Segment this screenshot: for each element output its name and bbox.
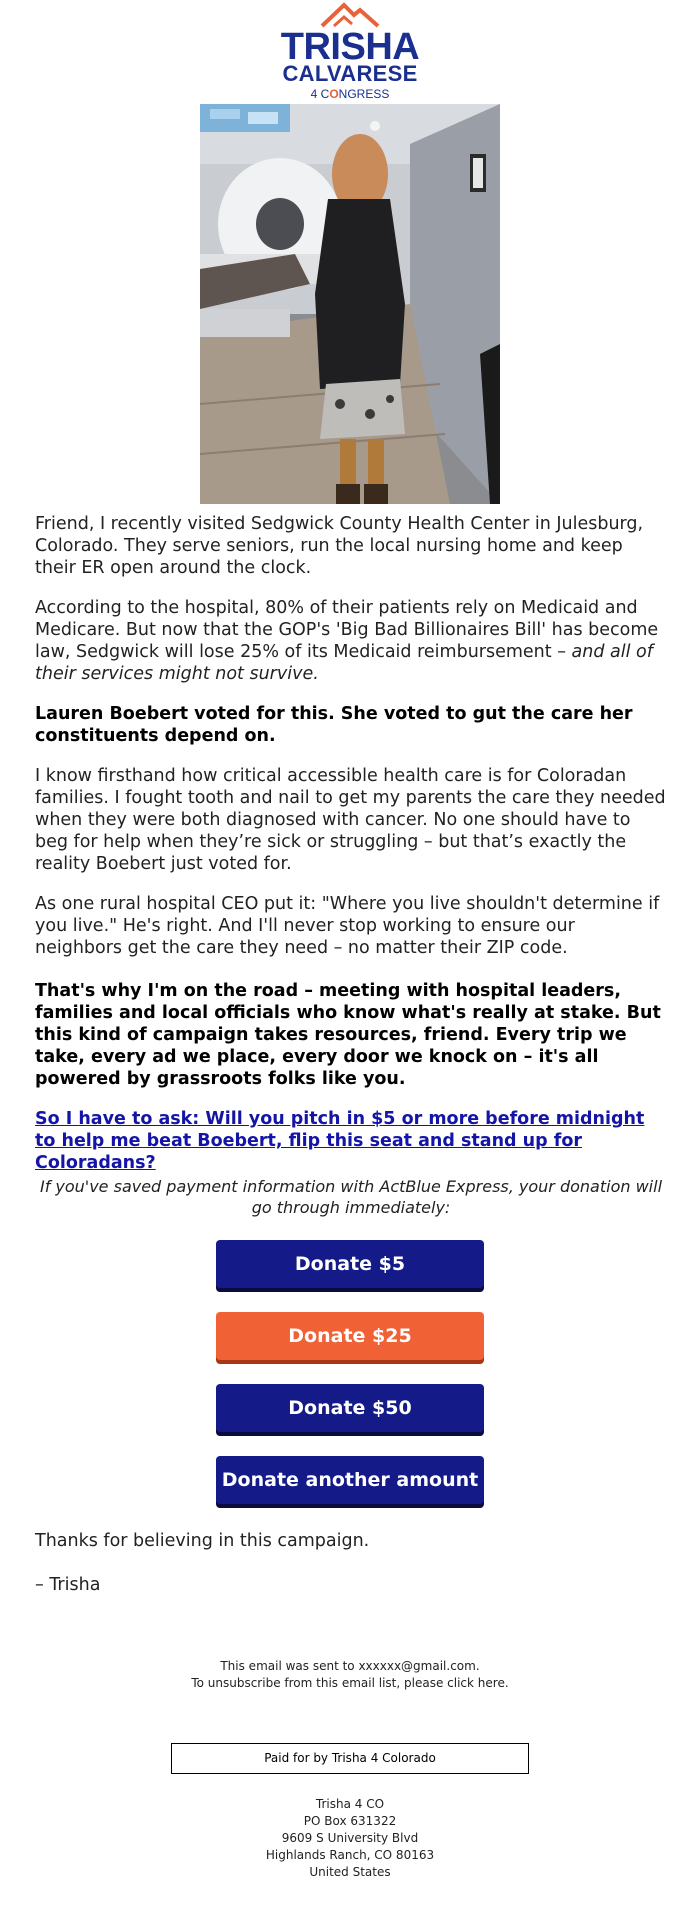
address-line: Highlands Ranch, CO 80163	[265, 1848, 435, 1862]
logo-last-name: CALVARESE	[282, 61, 418, 86]
paragraph-boebert-vote: Lauren Boebert voted for this. She voted to gut the care her constituents depend on.	[35, 704, 633, 746]
donate-other-amount-button[interactable]: Donate another amount	[216, 1456, 484, 1504]
unsubscribe-link[interactable]: click here	[447, 1676, 505, 1690]
hospital-visit-photo	[200, 104, 500, 504]
donate-5-button[interactable]: Donate $5	[216, 1240, 484, 1288]
address-line: Trisha 4 CO	[315, 1797, 385, 1811]
paragraph-grassroots: That's why I'm on the road – meeting with hospital leaders, families and local officials who know what's really at stake. But this kind of campaign takes resources, friend. Every trip we take, every ad we place, every door we knock on – it's all powered by grassroots folks like you.	[35, 981, 661, 1089]
sent-to-notice: This email was sent to xxxxxx@gmail.com.	[220, 1659, 480, 1673]
logo-first-name: TRISHA	[280, 26, 420, 68]
campaign-logo	[0, 0, 700, 104]
logo-subtitle: 4 CONGRESS	[310, 87, 390, 101]
donate-25-button[interactable]: Donate $25	[216, 1312, 484, 1360]
paragraph-personal-story: I know firsthand how critical accessible health care is for Coloradan families. I fought tooth and nail to get my parents the care they needed when they were both diagnosed with cancer. No one should have to beg for help when they’re sick or struggling – but that’s exactly the reality Boebert just voted for.	[35, 766, 666, 874]
donation-ask-link[interactable]: So I have to ask: Will you pitch in $5 or more before midnight to help me beat Boebert, flip this seat and stand up for Coloradans?	[35, 1109, 645, 1173]
paragraph-medicaid-cuts: According to the hospital, 80% of their patients rely on Medicaid and Medicare. But now that the GOP's 'Big Bad Billionaires Bill' has become law, Sedgwick will lose 25% of its Medicaid reimbursement – and all of their services might not survive.	[35, 598, 659, 684]
paid-for-disclaimer: Paid for by Trisha 4 Colorado	[171, 1743, 529, 1774]
signoff: – Trisha	[35, 1575, 101, 1595]
unsubscribe-notice: To unsubscribe from this email list, please click here.	[191, 1676, 509, 1690]
thanks-line: Thanks for believing in this campaign.	[35, 1531, 370, 1551]
donate-50-button[interactable]: Donate $50	[216, 1384, 484, 1432]
donation-ask	[35, 1108, 667, 1174]
address-line: PO Box 631322	[303, 1814, 397, 1828]
paragraph-hospital-visit: Friend, I recently visited Sedgwick County Health Center in Julesburg, Colorado. They serve seniors, run the local nursing home and keep their ER open around the clock.	[35, 514, 644, 578]
address-line: United States	[309, 1865, 391, 1879]
actblue-express-note: If you've saved payment information with ActBlue Express, your donation will go through immediately:	[39, 1177, 663, 1217]
paragraph-ceo-quote: As one rural hospital CEO put it: "Where you live shouldn't determine if you live." He's right. And I'll never stop working to ensure our neighbors get the care they need – no matter their ZIP code.	[35, 894, 660, 958]
address-line: 9609 S University Blvd	[281, 1831, 419, 1845]
